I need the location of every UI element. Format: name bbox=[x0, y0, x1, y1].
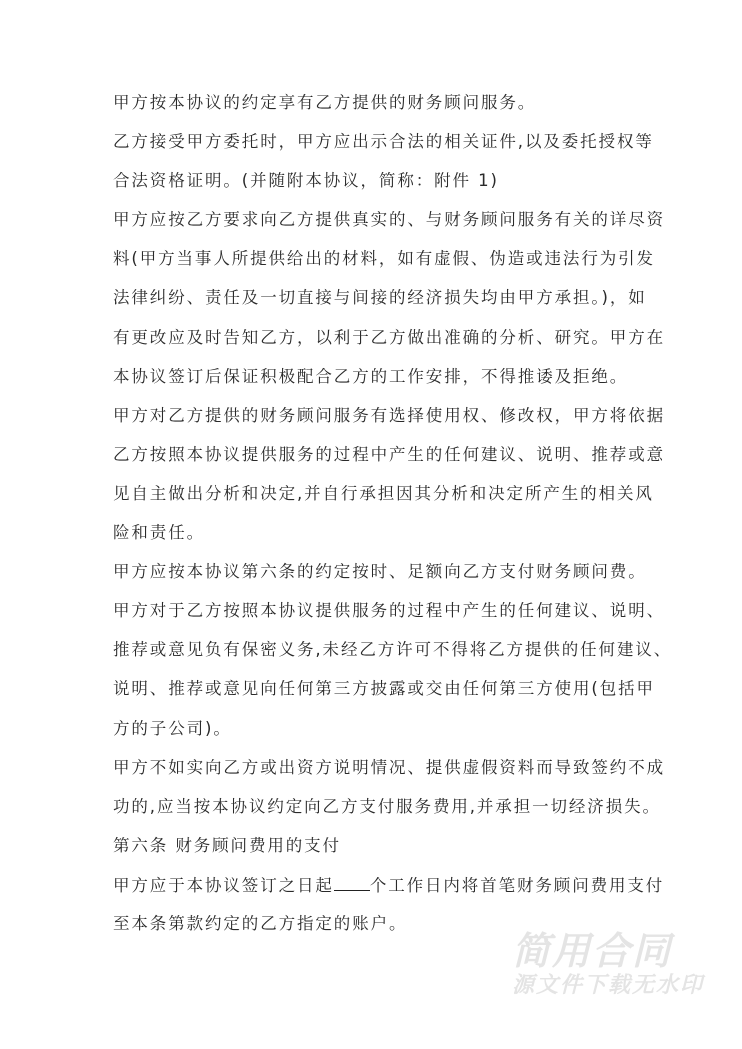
paragraph-line: 乙方接受甲方委托时，甲方应出示合法的相关证件,以及委托授权等 bbox=[113, 132, 654, 152]
paragraph-line: 见自主做出分析和决定,并自行承担因其分析和决定所产生的相关风 bbox=[113, 483, 654, 503]
payment-line bbox=[113, 874, 713, 913]
paragraph-line: 合法资格证明。(并随附本协议，简称：附件 1) bbox=[113, 171, 499, 191]
paragraph-line: 说明、推荐或意见向任何第三方披露或交由任何第三方使用(包括甲 bbox=[113, 679, 655, 699]
payment-text-before: 甲方应于本协议签订之日起 bbox=[113, 875, 334, 895]
paragraph-line: 甲方不如实向乙方或出资方说明情况、提供虚假资料而导致签约不成 bbox=[113, 757, 665, 777]
paragraph-line: 甲方按本协议的约定享有乙方提供的财务顾问服务。 bbox=[113, 93, 537, 112]
paragraph-line: 有更改应及时告知乙方，以利于乙方做出准确的分析、研究。甲方在 bbox=[113, 327, 665, 347]
document-body bbox=[113, 92, 713, 952]
paragraph-line: 功的,应当按本协议约定向乙方支付服务费用,并承担一切经济损失。 bbox=[113, 796, 661, 816]
section-heading: 第六条 财务顾问费用的支付 bbox=[113, 835, 341, 855]
paragraph-line: 乙方按照本协议提供服务的过程中产生的任何建议、说明、推荐或意 bbox=[113, 444, 665, 464]
paragraph-line: 推荐或意见负有保密义务,未经乙方许可不得将乙方提供的任何建议、 bbox=[113, 640, 673, 660]
payment-text-after: 个工作日内将首笔财务顾问费用支付 bbox=[369, 875, 665, 895]
paragraph-line: 本协议签订后保证积极配合乙方的工作安排，不得推诿及拒绝。 bbox=[113, 366, 629, 386]
blank-field bbox=[334, 874, 370, 891]
paragraph-line: 料(甲方当事人所提供给出的材料，如有虚假、伪造或违法行为引发 bbox=[113, 249, 655, 269]
paragraph-line: 方的子公司)。 bbox=[113, 718, 232, 738]
paragraph-line: 甲方对于乙方按照本协议提供服务的过程中产生的任何建议、说明、 bbox=[113, 601, 665, 621]
watermark-title: 简用合同 bbox=[512, 929, 673, 973]
paragraph-line: 甲方对乙方提供的财务顾问服务有选择使用权、修改权，甲方将依据 bbox=[113, 405, 665, 425]
paragraph-line: 甲方应按乙方要求向乙方提供真实的、与财务顾问服务有关的详尽资 bbox=[113, 210, 665, 230]
paragraph-line: 险和责任。 bbox=[113, 523, 205, 543]
paragraph-line: 法律纠纷、责任及一切直接与间接的经济损失均由甲方承担。)，如 bbox=[113, 288, 647, 308]
watermark-subtitle: 源文件下载无水印 bbox=[512, 973, 705, 998]
paragraph-line: 甲方应按本协议第六条的约定按时、足额向乙方支付财务顾问费。 bbox=[113, 562, 647, 582]
paragraph-line: 至本条第款约定的乙方指定的账户。 bbox=[113, 913, 408, 933]
